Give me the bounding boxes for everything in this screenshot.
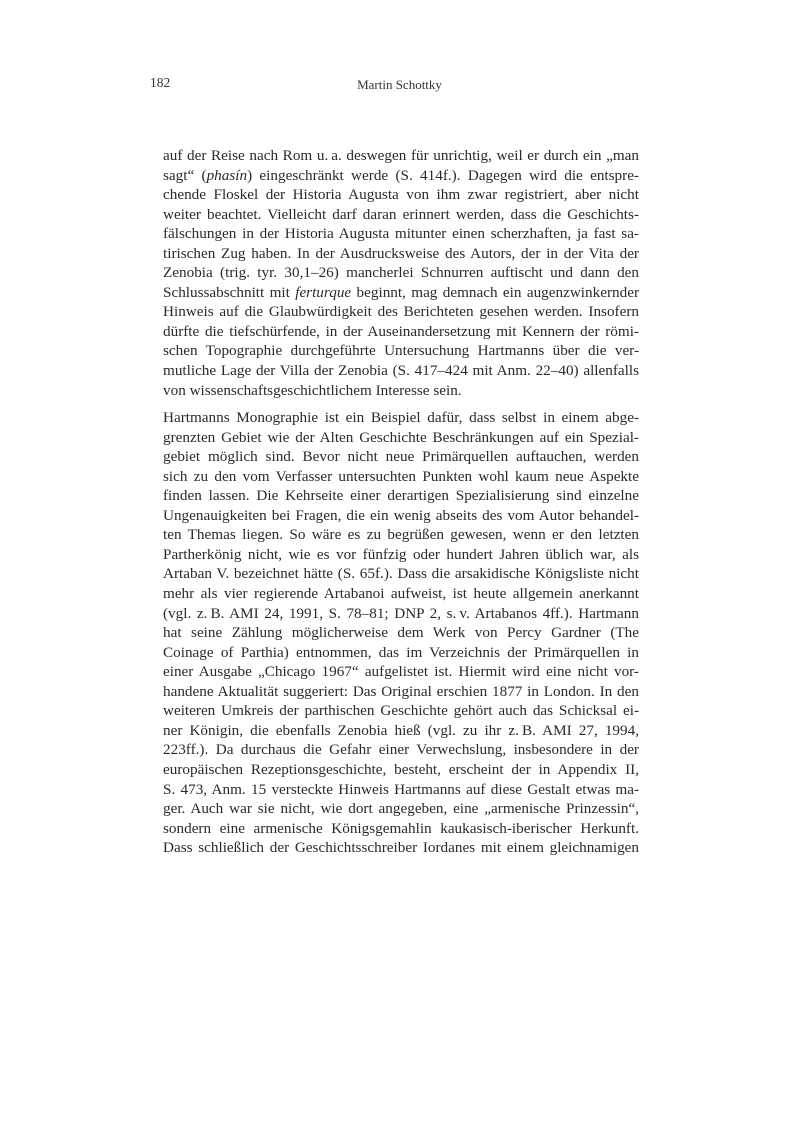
text-line: S. 473, Anm. 15 versteckte Hinweis Hartmanns auf diese Gestalt etwas ma- [163,780,639,798]
text-line: chende Floskel der Historia Augusta von ihm zwar registriert, aber nicht [163,186,639,204]
text-line: einer Ausgabe „Chicago 1967“ aufgelistet ist. Hiermit wird eine nicht vor- [163,663,639,681]
text-line: Hartmanns Monographie ist ein Beispiel dafür, dass selbst in einem abge- [163,409,639,427]
text-line: von wissenschaftsgeschichtlichem Interesse sein. [163,381,462,399]
text-line: mutliche Lage der Villa der Zenobia (S. 417–424 mit Anm. 22–40) allenfalls [163,362,639,380]
paragraph-2 [163,408,639,858]
text-line: Coinage of Parthia) entnommen, das im Verzeichnis der Primärquellen in [163,643,639,661]
text-line: handene Aktualität suggeriert: Das Original erschien 1877 in London. In den [163,682,639,700]
text-line: Zenobia (trig. tyr. 30,1–26) mancherlei Schnurren auftischt und dann den [163,264,639,282]
text-line: grenzten Gebiet wie der Alten Geschichte Beschränkungen auf ein Spezial- [163,428,639,446]
text-line: weiteren Umkreis der parthischen Geschichte gehört auch das Schicksal ei- [163,702,639,720]
text-line: tirischen Zug haben. In der Ausdrucksweise des Autors, der in der Vita der [163,244,639,262]
text-line: europäischen Rezeptionsgeschichte, besteht, erscheint der in Appendix II, [163,760,639,778]
text-line: gebiet möglich sind. Bevor nicht neue Primärquellen auftauchen, werden [163,448,639,466]
text-line: Dass schließlich der Geschichtsschreiber Iordanes mit einem gleichnamigen [163,839,639,857]
text-line: ger. Auch war sie nicht, wie dort angegeben, eine „armenische Prinzessin“, [163,800,639,818]
body-text [163,146,639,858]
running-head: Martin Schottky [357,77,442,92]
text-line: hat seine Zählung möglicherweise dem Werk von Percy Gardner (The [163,624,639,642]
text-line: Hinweis auf die Glaubwürdigkeit des Berichteten gesehen werden. Insofern [163,303,639,321]
text-line: (vgl. z. B. AMI 24, 1991, S. 78–81; DNP 2, s. v. Artabanos 4ff.). Hartmann [163,604,639,622]
text-line: Ungenauigkeiten bei Fragen, die ein wenig abseits des vom Autor behandel- [163,506,639,524]
page-number: 182 [150,75,171,90]
italic-term: ferturque [295,283,352,301]
text-line: sondern eine armenische Königsgemahlin kaukasisch-iberischer Herkunft. [163,819,639,837]
text-line: sich zu den vom Verfasser untersuchten Punkten wohl kaum neue Aspekte [163,467,639,485]
text-line: mehr als vier regierende Artabanoi aufweist, ist heute allgemein anerkannt [163,585,639,603]
text-line: Partherkönig nicht, wie es vor fünfzig oder hundert Jahren üblich war, als [163,545,639,563]
text-line: auf der Reise nach Rom u. a. deswegen für unrichtig, weil er durch ein „man [163,147,639,164]
text-line: dürfte die tiefschürfende, in der Auseinandersetzung mit Kennern der römi- [163,322,639,340]
text-line: 223ff.). Da durchaus die Gefahr einer Verwechslung, insbesondere in der [163,741,639,759]
text-line: finden lassen. Die Kehrseite einer derartigen Spezialisierung sind einzelne [163,487,639,505]
text-line: ner Königin, die ebenfalls Zenobia hieß (vgl. zu ihr z. B. AMI 27, 1994, [163,721,639,739]
text-line: ten Themas liegen. So wäre es zu begrüßen gewesen, wenn er den letzten [163,526,639,544]
text-line: Schlussabschnitt mit ferturque beginnt, mag demnach ein augenzwinkernder [163,283,639,301]
text-line: Artaban V. bezeichnet hätte (S. 65f.). Dass die arsakidische Königsliste nicht [163,565,639,583]
italic-term: phasín [206,166,248,184]
text-line: weiter beachtet. Vielleicht darf daran erinnert werden, dass die Geschichts- [163,205,639,223]
text-line: sagt“ (phasín) eingeschränkt werde (S. 414f.). Dagegen wird die entspre- [163,166,639,184]
text-line: schen Topographie durchgeführte Untersuchung Hartmanns über die ver- [163,342,639,360]
paragraph-1 [163,146,639,400]
text-line: fälschungen in der Historia Augusta mitunter einen scherzhaften, ja fast sa- [163,225,639,243]
